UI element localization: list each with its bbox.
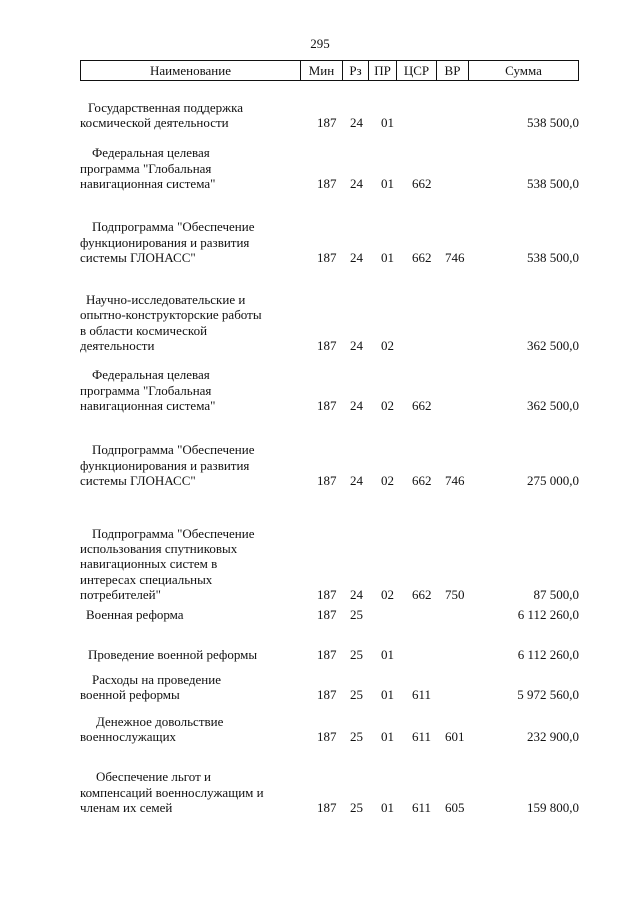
- row-name-line: системы ГЛОНАСС": [80, 472, 196, 488]
- row-sum: 362 500,0: [527, 337, 579, 353]
- row-name-line: военнослужащих: [80, 728, 177, 744]
- row-sum: 87 500,0: [533, 586, 579, 602]
- row-vr: 746: [445, 249, 465, 265]
- row-rz: 25: [350, 799, 363, 815]
- row-csr: 611: [412, 728, 432, 744]
- row-sum: 5 972 560,0: [517, 686, 579, 702]
- header-vr: ВР: [437, 61, 469, 81]
- row-name-line: Подпрограмма "Обеспечение: [92, 219, 255, 235]
- row-name-line: Обеспечение льгот и: [96, 769, 211, 785]
- row-rz: 24: [350, 337, 363, 353]
- row-rz: 25: [350, 606, 363, 622]
- row-vr: 750: [445, 586, 465, 602]
- row-name-line: Подпрограмма "Обеспечение: [92, 442, 255, 458]
- row-name-line: Федеральная целевая: [92, 145, 210, 161]
- row-csr: 662: [412, 586, 432, 602]
- row-csr: 662: [412, 249, 432, 265]
- row-name-line: функционирования и развития: [80, 234, 250, 250]
- row-pr: 02: [381, 586, 394, 602]
- row-name-line: Денежное довольствие: [96, 713, 224, 729]
- row-sum: 275 000,0: [527, 472, 579, 488]
- row-name-line: Расходы на проведение: [92, 671, 221, 687]
- row-name-line: навигационная система": [80, 397, 216, 413]
- table-header: [80, 60, 579, 81]
- row-pr: 01: [381, 114, 394, 130]
- row-name-line: Федеральная целевая: [92, 367, 210, 383]
- row-rz: 24: [350, 586, 363, 602]
- row-min: 187: [317, 397, 337, 413]
- row-name-line: системы ГЛОНАСС": [80, 249, 196, 265]
- row-name-line: Проведение военной реформы: [88, 646, 258, 662]
- row-pr: 01: [381, 686, 394, 702]
- row-pr: 01: [381, 175, 394, 191]
- row-name-line: программа "Глобальная: [80, 382, 212, 398]
- row-min: 187: [317, 799, 337, 815]
- row-rz: 25: [350, 686, 363, 702]
- header-pr: ПР: [369, 61, 397, 81]
- row-name-line: Научно-исследовательские и: [86, 292, 246, 308]
- row-name-line: программа "Глобальная: [80, 160, 212, 176]
- row-min: 187: [317, 337, 337, 353]
- row-csr: 611: [412, 799, 432, 815]
- row-csr: 611: [412, 686, 432, 702]
- row-pr: 01: [381, 646, 394, 662]
- row-min: 187: [317, 728, 337, 744]
- row-vr: 605: [445, 799, 465, 815]
- row-sum: 6 112 260,0: [517, 606, 579, 622]
- row-rz: 24: [350, 249, 363, 265]
- row-name-line: использования спутниковых: [80, 541, 238, 557]
- row-min: 187: [317, 175, 337, 191]
- row-rz: 24: [350, 397, 363, 413]
- row-sum: 538 500,0: [527, 114, 579, 130]
- row-min: 187: [317, 586, 337, 602]
- row-pr: 02: [381, 472, 394, 488]
- row-name-line: навигационная система": [80, 175, 216, 191]
- row-name-line: Военная реформа: [86, 606, 184, 622]
- row-csr: 662: [412, 397, 432, 413]
- row-min: 187: [317, 249, 337, 265]
- row-rz: 25: [350, 728, 363, 744]
- row-name-line: в области космической: [80, 322, 208, 338]
- row-name-line: военной реформы: [80, 686, 180, 702]
- row-rz: 25: [350, 646, 363, 662]
- row-sum: 232 900,0: [527, 728, 579, 744]
- header-min: Мин: [301, 61, 343, 81]
- row-pr: 02: [381, 397, 394, 413]
- row-sum: 6 112 260,0: [517, 646, 579, 662]
- row-name-line: опытно-конструкторские работы: [80, 307, 262, 323]
- row-min: 187: [317, 472, 337, 488]
- row-sum: 538 500,0: [527, 249, 579, 265]
- row-vr: 601: [445, 728, 465, 744]
- row-csr: 662: [412, 472, 432, 488]
- row-pr: 01: [381, 249, 394, 265]
- row-name-line: деятельности: [80, 337, 155, 353]
- row-rz: 24: [350, 175, 363, 191]
- row-name-line: функционирования и развития: [80, 457, 250, 473]
- row-pr: 01: [381, 799, 394, 815]
- row-name-line: Государственная поддержка: [88, 99, 244, 115]
- row-pr: 01: [381, 728, 394, 744]
- row-name-line: интересах специальных: [80, 571, 213, 587]
- row-min: 187: [317, 686, 337, 702]
- page-number: 295: [310, 36, 330, 51]
- row-name-line: членам их семей: [80, 799, 173, 815]
- row-csr: 662: [412, 175, 432, 191]
- header-sum: Сумма: [469, 61, 579, 81]
- row-min: 187: [317, 646, 337, 662]
- row-rz: 24: [350, 472, 363, 488]
- row-pr: 02: [381, 337, 394, 353]
- row-name-line: потребителей": [80, 586, 161, 602]
- row-name-line: Подпрограмма "Обеспечение: [92, 526, 255, 541]
- row-vr: 746: [445, 472, 465, 488]
- row-name-line: компенсаций военнослужащим и: [80, 784, 264, 800]
- row-name-line: навигационных систем в: [80, 556, 218, 572]
- row-min: 187: [317, 114, 337, 130]
- header-name: Наименование: [81, 61, 301, 81]
- row-rz: 24: [350, 114, 363, 130]
- row-sum: 362 500,0: [527, 397, 579, 413]
- row-sum: 159 800,0: [527, 799, 579, 815]
- header-rz: Рз: [343, 61, 369, 81]
- row-name-line: космической деятельности: [80, 114, 229, 130]
- row-sum: 538 500,0: [527, 175, 579, 191]
- header-csr: ЦСР: [397, 61, 437, 81]
- row-min: 187: [317, 606, 337, 622]
